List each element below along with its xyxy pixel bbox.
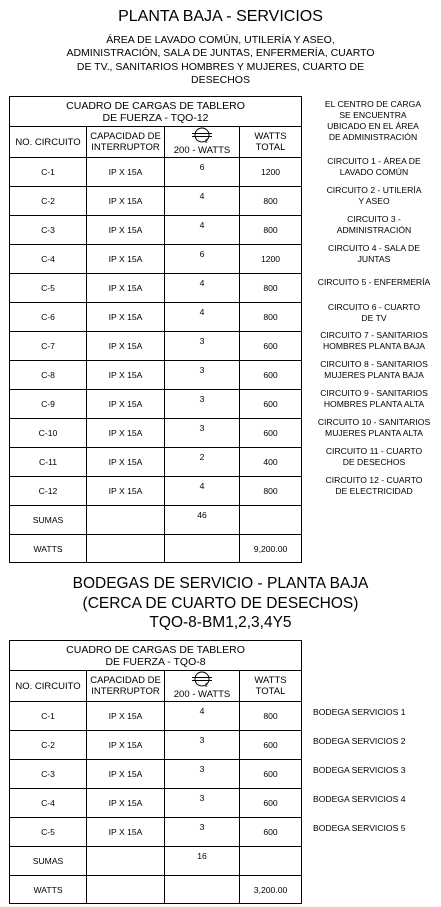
cell-contactos: 2 (165, 448, 240, 477)
cell-circuito: C-1 (10, 702, 87, 731)
circuit-note: CIRCUITO 12 - CUARTO DE ELECTRICIDAD (325, 475, 423, 496)
cell-contactos: 4 (165, 303, 240, 332)
section1-subtitle (0, 34, 441, 88)
bodega-note: BODEGA SERVICIOS 5 (313, 823, 406, 833)
cell-circuito: C-12 (10, 477, 87, 506)
section1-title: PLANTA BAJA - SERVICIOS (118, 8, 323, 25)
cell-interruptor: IP X 15A (87, 303, 165, 332)
cell-contactos: 3 (165, 760, 240, 789)
sumas-label: SUMAS (10, 506, 87, 535)
sumas-value: 46 (165, 506, 240, 535)
table-row (10, 187, 302, 216)
cell-interruptor: IP X 15A (87, 361, 165, 390)
cell-total: 600 (240, 818, 302, 847)
cell-total: 600 (240, 419, 302, 448)
cell-circuito: C-2 (10, 731, 87, 760)
header-capacidad: CAPACIDAD DE INTERRUPTOR (87, 671, 165, 702)
cell-contactos: 3 (165, 419, 240, 448)
cell-total: 800 (240, 216, 302, 245)
svg-text:2: 2 (205, 683, 208, 689)
cell-total: 600 (240, 731, 302, 760)
header-watts-unit: 2 200 - WATTS (165, 127, 240, 158)
cell-circuito: C-11 (10, 448, 87, 477)
subtitle-line: DE TV., SANITARIOS HOMBRES Y MUJERES, CUARTO DE (76, 60, 365, 73)
circuit-note: CIRCUITO 10 - SANITARIOS MUJERES PLANTA ALTA (317, 417, 431, 438)
section2-title: BODEGAS DE SERVICIO - PLANTA BAJA (CERCA DE CUARTO DE DESECHOS) TQO-8-BM1,2,3,4Y5 (72, 575, 369, 631)
table-row (10, 702, 302, 731)
cell-interruptor: IP X 15A (87, 731, 165, 760)
circuit-note: CIRCUITO 9 - SANITARIOS HOMBRES PLANTA ALTA (320, 388, 428, 409)
cell-contactos: 3 (165, 818, 240, 847)
cell-contactos: 3 (165, 789, 240, 818)
subtitle-line: ÁREA DE LAVADO COMÚN, UTILERÍA Y ASEO, (106, 34, 335, 46)
table-row (10, 361, 302, 390)
cell-interruptor: IP X 15A (87, 216, 165, 245)
header-total: WATTS TOTAL (240, 671, 302, 702)
bodega-note: BODEGA SERVICIOS 2 (313, 736, 406, 746)
table-row (10, 245, 302, 274)
cell-total: 600 (240, 361, 302, 390)
circuit-note: CIRCUITO 2 - UTILERÍA Y ASEO (326, 185, 422, 206)
cell-total: 600 (240, 332, 302, 361)
subtitle-line: DESECHOS (191, 74, 250, 87)
cell-interruptor: IP X 15A (87, 245, 165, 274)
cell-circuito: C-7 (10, 332, 87, 361)
table-row (10, 477, 302, 506)
cell-interruptor: IP X 15A (87, 419, 165, 448)
cell-contactos: 6 (165, 245, 240, 274)
cell-interruptor: IP X 15A (87, 187, 165, 216)
cell-interruptor: IP X 15A (87, 274, 165, 303)
watts-label: WATTS (10, 876, 87, 904)
header-circuito: NO. CIRCUITO (10, 127, 87, 158)
cell-contactos: 6 (165, 158, 240, 187)
svg-text:2: 2 (205, 139, 208, 145)
table-row (10, 332, 302, 361)
cell-interruptor: IP X 15A (87, 158, 165, 187)
table-row (10, 419, 302, 448)
header-capacidad: CAPACIDAD DE INTERRUPTOR (87, 127, 165, 158)
sumas-label: SUMAS (10, 847, 87, 876)
cell-interruptor: IP X 15A (87, 702, 165, 731)
cell-circuito: C-3 (10, 760, 87, 789)
watts-label: WATTS (10, 535, 87, 563)
load-table-tqo-8 (9, 640, 302, 904)
header-total: WATTS TOTAL (240, 127, 302, 158)
cell-contactos: 4 (165, 216, 240, 245)
cell-total: 800 (240, 477, 302, 506)
circuit-note: CIRCUITO 4 - SALA DE JUNTAS (327, 243, 420, 264)
cell-total: 400 (240, 448, 302, 477)
table-row (10, 760, 302, 789)
table-row (10, 448, 302, 477)
cell-interruptor: IP X 15A (87, 818, 165, 847)
watts-total-value: 9,200.00 (240, 535, 302, 563)
outlet-symbol-icon (191, 671, 213, 689)
load-table-tqo-12 (9, 96, 302, 563)
circuit-note: CIRCUITO 3 - ADMINISTRACIÓN (336, 214, 412, 235)
table-row (10, 303, 302, 332)
header-circuito: NO. CIRCUITO (10, 671, 87, 702)
circuit-note: CIRCUITO 6 - CUARTO DE TV (327, 302, 421, 323)
table-row (10, 731, 302, 760)
cell-interruptor: IP X 15A (87, 789, 165, 818)
circuit-note: CIRCUITO 8 - SANITARIOS MUJERES PLANTA BAJA (320, 359, 428, 380)
cell-circuito: C-5 (10, 818, 87, 847)
cell-total: 800 (240, 274, 302, 303)
circuit-note: CIRCUITO 5 - ENFERMERÍA (317, 277, 431, 287)
watts-total-value: 3,200.00 (240, 876, 302, 904)
header-watts-unit: 2 200 - WATTS (165, 671, 240, 702)
table-row (10, 158, 302, 187)
table-row (10, 274, 302, 303)
cell-contactos: 3 (165, 731, 240, 760)
cell-total: 1200 (240, 158, 302, 187)
cell-circuito: C-4 (10, 789, 87, 818)
cell-contactos: 3 (165, 361, 240, 390)
bodega-note: BODEGA SERVICIOS 1 (313, 707, 406, 717)
cell-contactos: 4 (165, 702, 240, 731)
cell-total: 800 (240, 303, 302, 332)
cell-total: 800 (240, 702, 302, 731)
bodega-note: BODEGA SERVICIOS 4 (313, 794, 406, 804)
cell-circuito: C-9 (10, 390, 87, 419)
table-row (10, 789, 302, 818)
cell-interruptor: IP X 15A (87, 760, 165, 789)
table-title: CUADRO DE CARGAS DE TABLERO DE FUERZA - TQO-12 (10, 97, 302, 127)
outlet-symbol-icon (191, 127, 213, 145)
table-row (10, 216, 302, 245)
table-row (10, 390, 302, 419)
cell-circuito: C-6 (10, 303, 87, 332)
cell-total: 1200 (240, 245, 302, 274)
table-title: CUADRO DE CARGAS DE TABLERO DE FUERZA - TQO-8 (10, 641, 302, 671)
bodega-note: BODEGA SERVICIOS 3 (313, 765, 406, 775)
cell-circuito: C-8 (10, 361, 87, 390)
cell-total: 800 (240, 187, 302, 216)
cell-contactos: 4 (165, 187, 240, 216)
cell-contactos: 4 (165, 477, 240, 506)
circuit-note: CIRCUITO 1 - ÁREA DE LAVADO COMÚN (327, 156, 421, 177)
cell-total: 600 (240, 789, 302, 818)
cell-total: 600 (240, 760, 302, 789)
cell-total: 600 (240, 390, 302, 419)
subtitle-line: ADMINISTRACIÓN, SALA DE JUNTAS, ENFERMERÍA, CUARTO (66, 47, 375, 60)
cell-interruptor: IP X 15A (87, 390, 165, 419)
cell-contactos: 4 (165, 274, 240, 303)
cell-contactos: 3 (165, 332, 240, 361)
cell-interruptor: IP X 15A (87, 332, 165, 361)
cell-contactos: 3 (165, 390, 240, 419)
cell-interruptor: IP X 15A (87, 477, 165, 506)
cell-circuito: C-1 (10, 158, 87, 187)
cell-circuito: C-10 (10, 419, 87, 448)
circuit-note: CIRCUITO 11 - CUARTO DE DESECHOS (325, 446, 423, 467)
cell-interruptor: IP X 15A (87, 448, 165, 477)
cell-circuito: C-3 (10, 216, 87, 245)
cell-circuito: C-4 (10, 245, 87, 274)
circuit-note: CIRCUITO 7 - SANITARIOS HOMBRES PLANTA BAJA (320, 330, 428, 351)
table-row (10, 818, 302, 847)
cell-circuito: C-5 (10, 274, 87, 303)
load-center-note: EL CENTRO DE CARGA SE ENCUENTRA UBICADO EN EL ÁREA DE ADMINISTRACIÓN (324, 99, 422, 142)
sumas-value: 16 (165, 847, 240, 876)
cell-circuito: C-2 (10, 187, 87, 216)
